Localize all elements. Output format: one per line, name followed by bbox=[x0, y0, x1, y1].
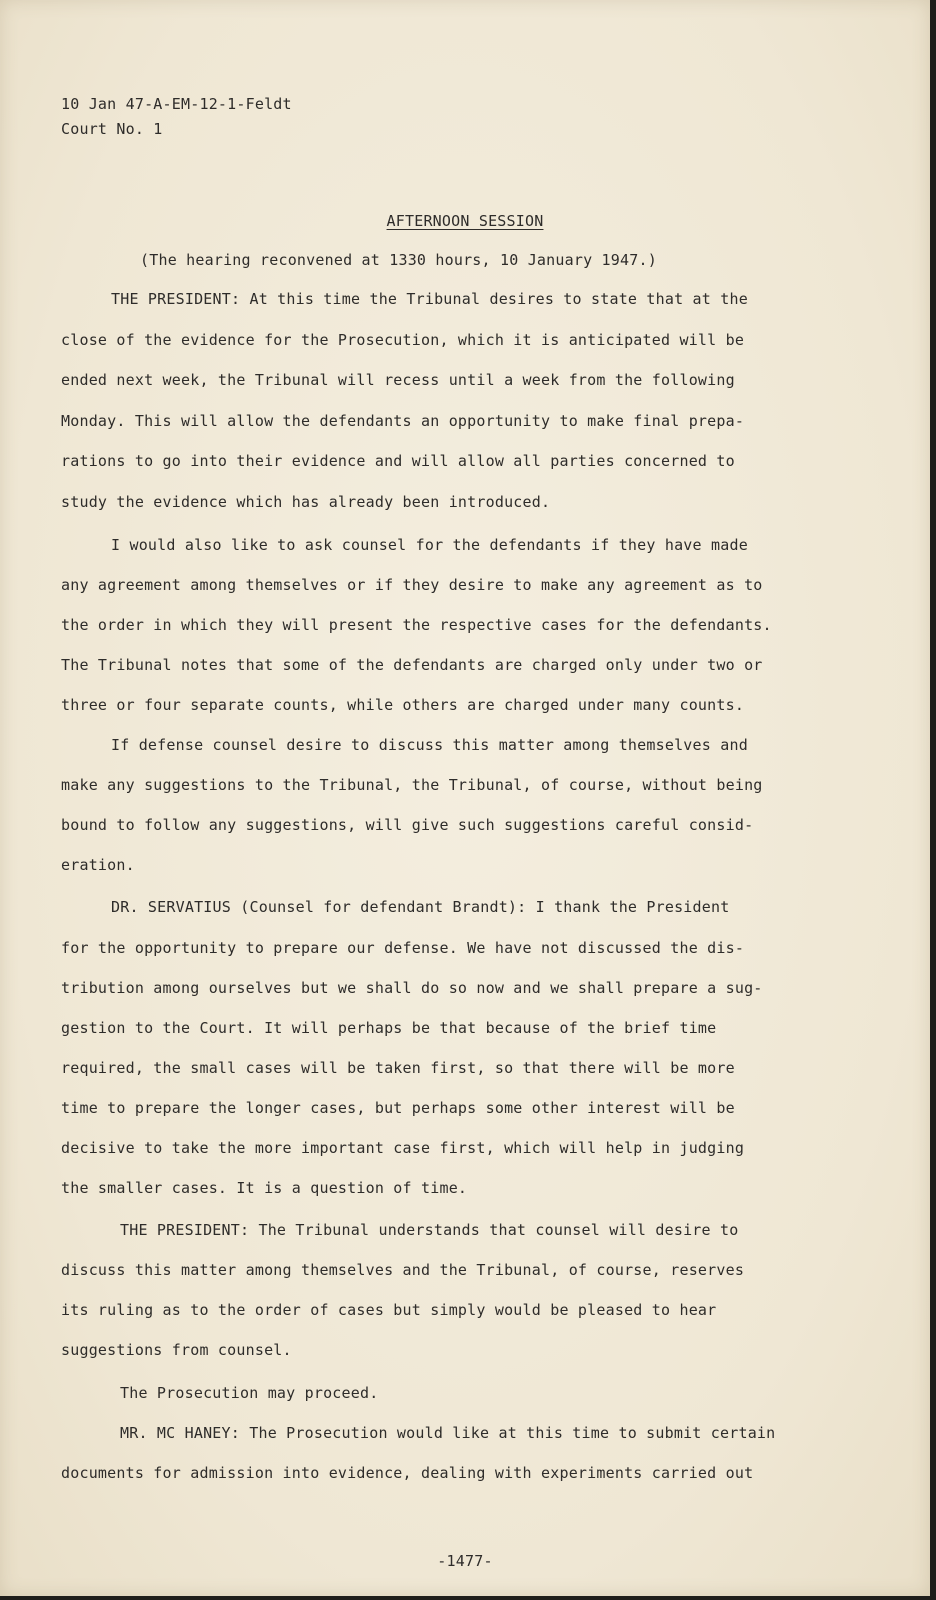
page-number: -1477- bbox=[437, 1552, 493, 1570]
text-line: close of the evidence for the Prosecution, which it is anticipated will be bbox=[61, 331, 745, 349]
text-line: THE PRESIDENT: The Tribunal understands that counsel will desire to bbox=[120, 1221, 739, 1239]
text-line: for the opportunity to prepare our defense. We have not discussed the dis- bbox=[61, 939, 745, 957]
text-line: documents for admission into evidence, dealing with experiments carried out bbox=[61, 1464, 754, 1482]
text-line: suggestions from counsel. bbox=[61, 1341, 292, 1359]
text-line: its ruling as to the order of cases but simply would be pleased to hear bbox=[61, 1301, 717, 1319]
session-title: AFTERNOON SESSION bbox=[386, 212, 544, 230]
text-line: DR. SERVATIUS (Counsel for defendant Brandt): I thank the President bbox=[111, 898, 730, 916]
text-line: the order in which they will present the respective cases for the defendants. bbox=[61, 616, 772, 634]
text-line: three or four separate counts, while others are charged under many counts. bbox=[61, 696, 745, 714]
text-line: bound to follow any suggestions, will give such suggestions careful consid- bbox=[61, 816, 754, 834]
text-line: THE PRESIDENT: At this time the Tribunal desires to state that at the bbox=[111, 290, 748, 308]
text-line: discuss this matter among themselves and the Tribunal, of course, reserves bbox=[61, 1261, 745, 1279]
text-line: the smaller cases. It is a question of time. bbox=[61, 1179, 468, 1197]
scan-edge-bottom bbox=[0, 1596, 936, 1600]
document-header bbox=[61, 92, 292, 142]
text-line: make any suggestions to the Tribunal, the Tribunal, of course, without being bbox=[61, 776, 763, 794]
text-line: ended next week, the Tribunal will recess until a week from the following bbox=[61, 371, 735, 389]
text-line: Monday. This will allow the defendants an opportunity to make final prepa- bbox=[61, 412, 745, 430]
text-line: required, the small cases will be taken first, so that there will be more bbox=[61, 1059, 735, 1077]
text-line: MR. MC HANEY: The Prosecution would like at this time to submit certain bbox=[120, 1424, 776, 1442]
text-line: The Prosecution may proceed. bbox=[120, 1384, 379, 1402]
text-line: The Tribunal notes that some of the defendants are charged only under two or bbox=[61, 656, 763, 674]
text-line: rations to go into their evidence and will allow all parties concerned to bbox=[61, 452, 735, 470]
text-line: decisive to take the more important case first, which will help in judging bbox=[61, 1139, 745, 1157]
text-line: eration. bbox=[61, 856, 135, 874]
text-line: tribution among ourselves but we shall do so now and we shall prepare a sug- bbox=[61, 979, 763, 997]
text-line: gestion to the Court. It will perhaps be that because of the brief time bbox=[61, 1019, 717, 1037]
text-line: I would also like to ask counsel for the defendants if they have made bbox=[111, 536, 748, 554]
header-reference: 10 Jan 47-A-EM-12-1-Feldt bbox=[61, 95, 292, 113]
text-line: study the evidence which has already been introduced. bbox=[61, 493, 551, 511]
scan-edge-right bbox=[930, 0, 936, 1600]
text-line: (The hearing reconvened at 1330 hours, 10 January 1947.) bbox=[140, 251, 657, 269]
text-line: If defense counsel desire to discuss this matter among themselves and bbox=[111, 736, 748, 754]
header-court: Court No. 1 bbox=[61, 120, 163, 138]
text-line: time to prepare the longer cases, but perhaps some other interest will be bbox=[61, 1099, 735, 1117]
text-line: any agreement among themselves or if they desire to make any agreement as to bbox=[61, 576, 763, 594]
